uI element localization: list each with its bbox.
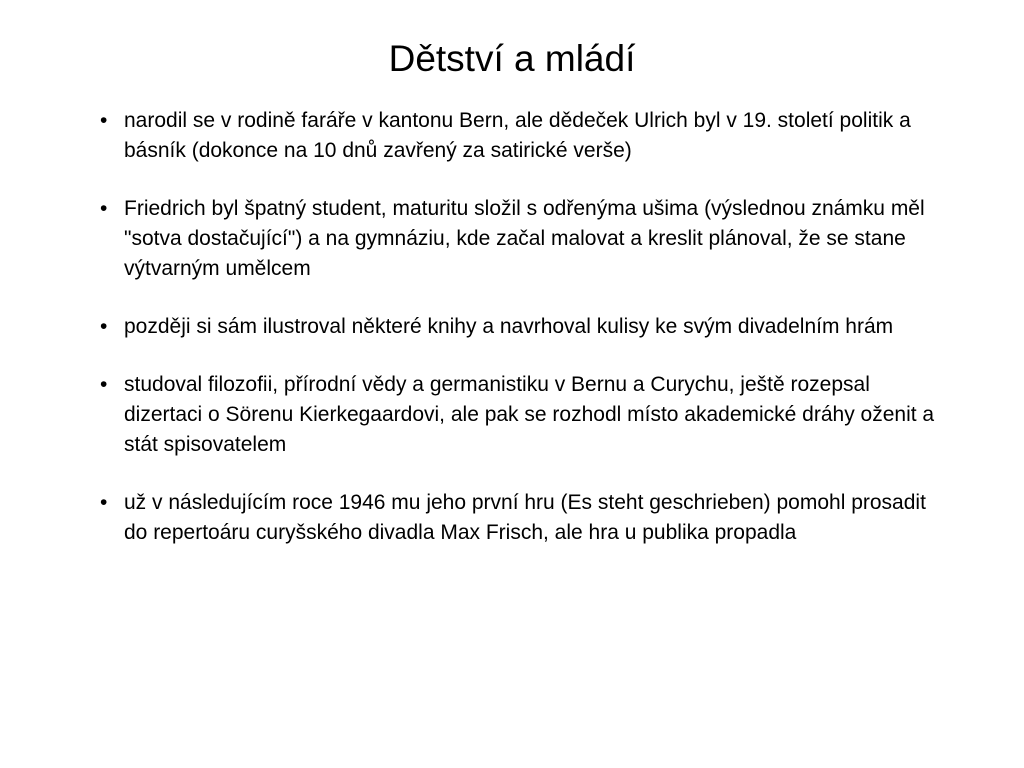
bullet-dot-icon: •: [100, 197, 108, 220]
bullet-text: narodil se v rodině faráře v kantonu Bern, ale dědeček Ulrich byl v 19. století politik a básník (dokonce na 10 dnů zavřený za satirické verše): [124, 109, 911, 162]
bullet-item: [100, 488, 950, 548]
bullet-text: už v následujícím roce 1946 mu jeho první hru (Es steht geschrieben) pomohl prosadit do repertoáru curyšského divadla Max Frisch, ale hra u publika propadla: [124, 491, 926, 544]
bullet-dot-icon: •: [100, 109, 108, 132]
bullet-item: [100, 106, 950, 166]
bullet-dot-icon: •: [100, 373, 108, 396]
bullet-item: [100, 370, 950, 460]
bullet-text: studoval filozofii, přírodní vědy a germanistiku v Bernu a Curychu, ještě rozepsal dizertaci o Sörenu Kierkegaardovi, ale pak se rozhodl místo akademické dráhy oženit a stát spisovatelem: [124, 373, 935, 456]
bullet-text: Friedrich byl špatný student, maturitu složil s odřenýma ušima (výslednou známku měl "sotva dostačující") a na gymnáziu, kde začal malovat a kreslit plánoval, že se stane výtvarným umělcem: [124, 197, 925, 280]
bullet-item: [100, 312, 950, 342]
bullet-dot-icon: •: [100, 491, 108, 514]
bullet-item: [100, 194, 950, 284]
bullet-dot-icon: •: [100, 315, 108, 338]
bullet-text: později si sám ilustroval některé knihy a navrhoval kulisy ke svým divadelním hrám: [124, 315, 894, 338]
slide-title: Dětství a mládí: [388, 38, 636, 79]
bullet-list: [100, 106, 950, 576]
